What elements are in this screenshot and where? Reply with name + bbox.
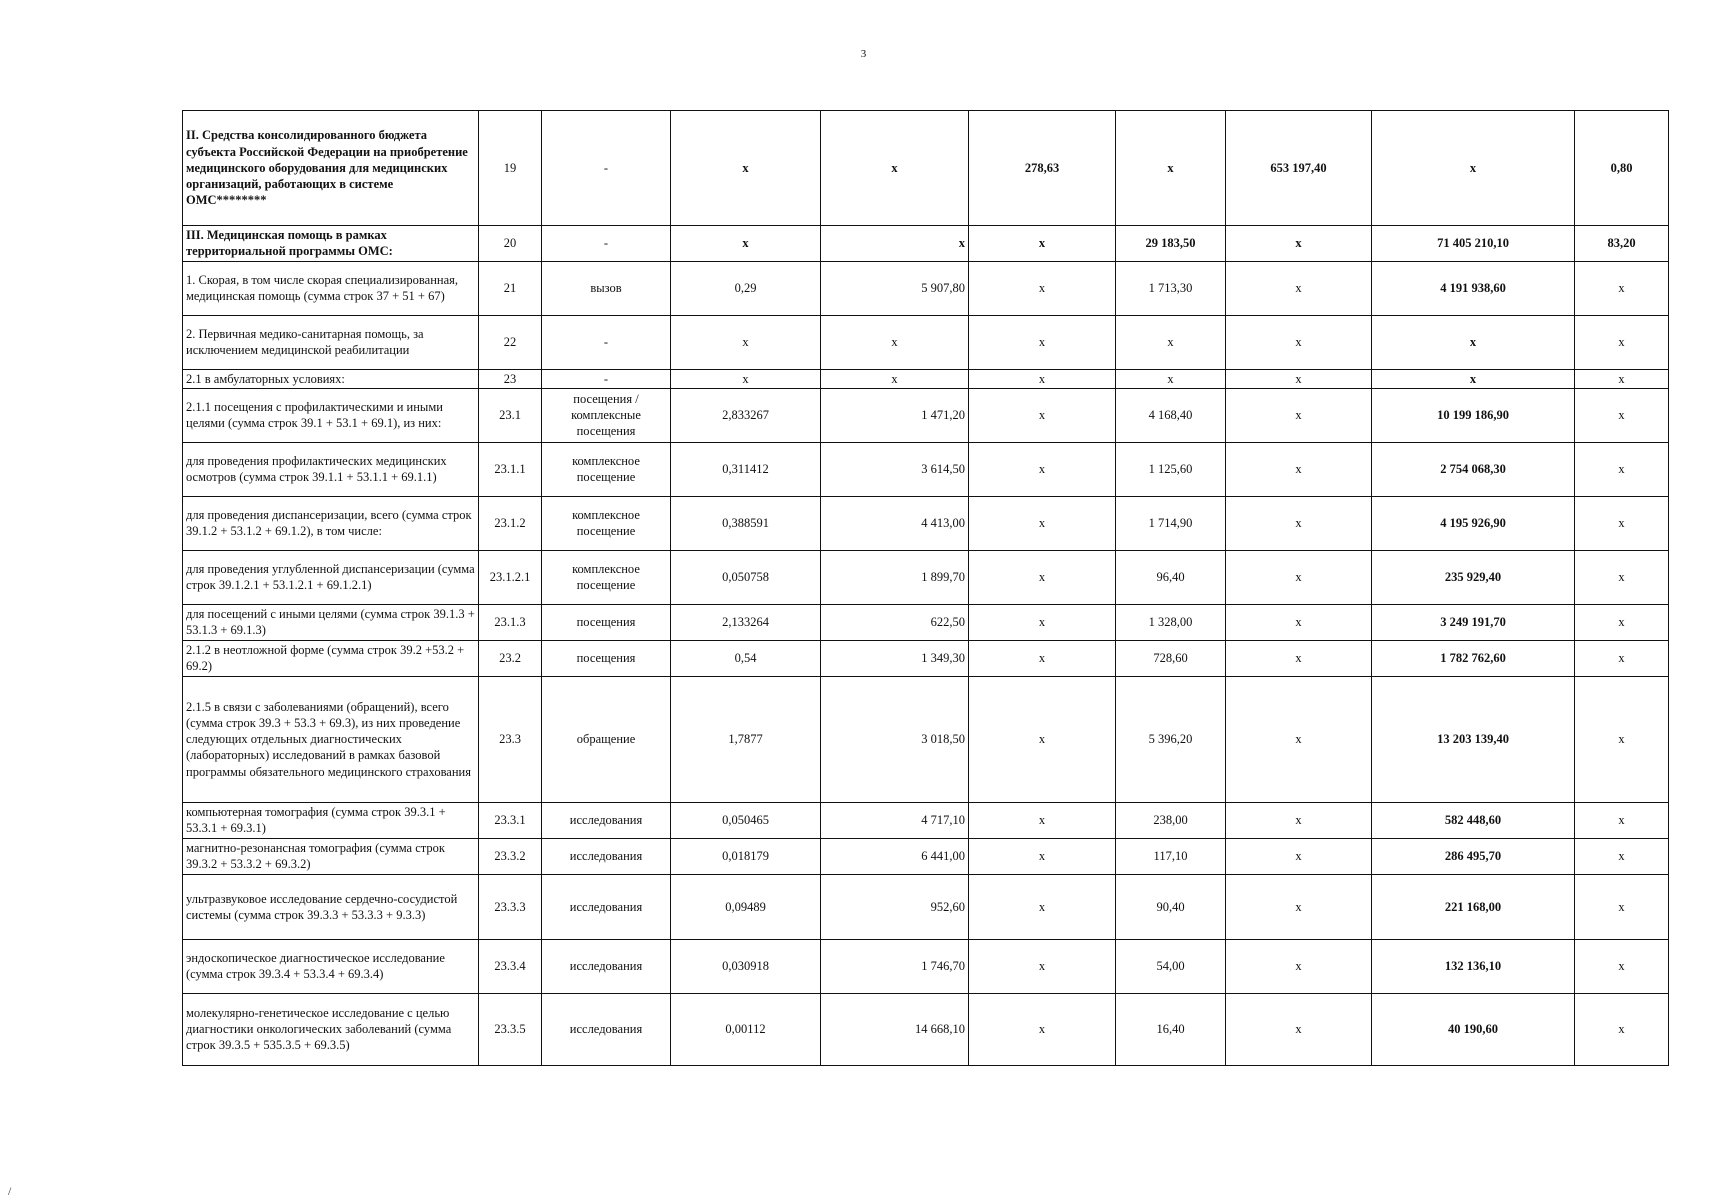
row-oms-per-capita: x	[1116, 369, 1226, 388]
row-volume: 0,030918	[671, 939, 821, 993]
row-line-number: 23.1.3	[479, 604, 542, 640]
row-volume: 0,311412	[671, 442, 821, 496]
row-subject-per-capita: x	[969, 388, 1116, 442]
row-subject-per-capita: x	[969, 676, 1116, 802]
row-unit: комплексное посещение	[542, 442, 671, 496]
table-row	[183, 993, 1669, 1065]
row-subject-total: x	[1226, 369, 1372, 388]
row-name: 2.1.2 в неотложной форме (сумма строк 39.2 +53.2 + 69.2)	[183, 640, 479, 676]
row-percent: x	[1575, 802, 1669, 838]
row-percent: 83,20	[1575, 226, 1669, 262]
row-name: для проведения углубленной диспансеризации (сумма строк 39.1.2.1 + 53.1.2.1 + 69.1.2.1)	[183, 550, 479, 604]
row-volume: 0,018179	[671, 838, 821, 874]
row-subject-total: x	[1226, 226, 1372, 262]
row-subject-total: x	[1226, 388, 1372, 442]
table-row	[183, 496, 1669, 550]
row-oms-per-capita: 1 328,00	[1116, 604, 1226, 640]
row-oms-total: 71 405 210,10	[1372, 226, 1575, 262]
row-volume: 0,29	[671, 261, 821, 315]
row-oms-per-capita: 117,10	[1116, 838, 1226, 874]
row-line-number: 23.2	[479, 640, 542, 676]
row-unit-cost: 3 018,50	[821, 676, 969, 802]
row-name: молекулярно-генетическое исследование с целью диагностики онкологических заболеваний (сумма строк 39.3.5 + 535.3.5 + 69.3.5)	[183, 993, 479, 1065]
row-subject-per-capita: x	[969, 939, 1116, 993]
table-row	[183, 676, 1669, 802]
row-subject-total: x	[1226, 874, 1372, 939]
row-line-number: 19	[479, 111, 542, 226]
table-row	[183, 442, 1669, 496]
row-unit: комплексное посещение	[542, 550, 671, 604]
row-oms-total: 10 199 186,90	[1372, 388, 1575, 442]
row-oms-total: x	[1372, 315, 1575, 369]
table-row	[183, 874, 1669, 939]
row-name: для посещений с иными целями (сумма строк 39.1.3 + 53.1.3 + 69.1.3)	[183, 604, 479, 640]
row-subject-per-capita: x	[969, 496, 1116, 550]
table-row	[183, 838, 1669, 874]
row-unit: посещения	[542, 604, 671, 640]
row-subject-total: x	[1226, 640, 1372, 676]
row-name: 2.1.5 в связи с заболеваниями (обращений), всего (сумма строк 39.3 + 53.3 + 69.3), из них проведение следующих отдельных диагностических (лабораторных) исследований в рамках базовой программы обязательного медицинского страхования	[183, 676, 479, 802]
row-unit: -	[542, 315, 671, 369]
row-oms-per-capita: 16,40	[1116, 993, 1226, 1065]
row-oms-total: 582 448,60	[1372, 802, 1575, 838]
row-name: II. Средства консолидированного бюджета субъекта Российской Федерации на приобретение медицинского оборудования для медицинских организаций, работающих в системе ОМС********	[183, 111, 479, 226]
row-oms-total: x	[1372, 369, 1575, 388]
table-row	[183, 369, 1669, 388]
row-subject-per-capita: x	[969, 442, 1116, 496]
row-unit: -	[542, 111, 671, 226]
row-subject-total: x	[1226, 261, 1372, 315]
row-percent: x	[1575, 838, 1669, 874]
row-oms-total: 286 495,70	[1372, 838, 1575, 874]
row-subject-total: x	[1226, 939, 1372, 993]
row-line-number: 23.1.1	[479, 442, 542, 496]
row-name: 2. Первичная медико-санитарная помощь, за исключением медицинской реабилитации	[183, 315, 479, 369]
row-volume: 2,833267	[671, 388, 821, 442]
row-percent: x	[1575, 388, 1669, 442]
row-line-number: 23.1	[479, 388, 542, 442]
row-line-number: 23.3.1	[479, 802, 542, 838]
row-unit: -	[542, 226, 671, 262]
row-oms-total: 3 249 191,70	[1372, 604, 1575, 640]
row-line-number: 23.3.4	[479, 939, 542, 993]
row-percent: x	[1575, 993, 1669, 1065]
row-unit-cost: 5 907,80	[821, 261, 969, 315]
row-subject-total: x	[1226, 993, 1372, 1065]
row-name: для проведения диспансеризации, всего (сумма строк 39.1.2 + 53.1.2 + 69.1.2), в том числе:	[183, 496, 479, 550]
row-subject-total: x	[1226, 315, 1372, 369]
row-oms-per-capita: 54,00	[1116, 939, 1226, 993]
row-percent: x	[1575, 550, 1669, 604]
row-oms-total: 4 195 926,90	[1372, 496, 1575, 550]
row-volume: x	[671, 111, 821, 226]
row-subject-total: x	[1226, 838, 1372, 874]
row-unit-cost: x	[821, 226, 969, 262]
row-subject-per-capita: x	[969, 226, 1116, 262]
row-unit: посещения	[542, 640, 671, 676]
row-name: ультразвуковое исследование сердечно-сосудистой системы (сумма строк 39.3.3 + 53.3.3 + 9.3.3)	[183, 874, 479, 939]
row-subject-per-capita: x	[969, 838, 1116, 874]
row-volume: 0,050465	[671, 802, 821, 838]
row-unit-cost: x	[821, 369, 969, 388]
row-subject-per-capita: x	[969, 550, 1116, 604]
table-row	[183, 388, 1669, 442]
row-volume: 0,09489	[671, 874, 821, 939]
row-line-number: 20	[479, 226, 542, 262]
row-oms-total: x	[1372, 111, 1575, 226]
row-line-number: 21	[479, 261, 542, 315]
row-unit-cost: 1 349,30	[821, 640, 969, 676]
row-unit: исследования	[542, 939, 671, 993]
row-volume: x	[671, 369, 821, 388]
row-name: компьютерная томография (сумма строк 39.3.1 + 53.3.1 + 69.3.1)	[183, 802, 479, 838]
row-percent: x	[1575, 939, 1669, 993]
row-unit: исследования	[542, 838, 671, 874]
row-line-number: 23.1.2.1	[479, 550, 542, 604]
page-number: 3	[860, 48, 867, 60]
row-oms-per-capita: 1 713,30	[1116, 261, 1226, 315]
row-name: магнитно-резонансная томография (сумма строк 39.3.2 + 53.3.2 + 69.3.2)	[183, 838, 479, 874]
row-oms-per-capita: 728,60	[1116, 640, 1226, 676]
row-percent: x	[1575, 640, 1669, 676]
row-volume: 0,00112	[671, 993, 821, 1065]
row-oms-total: 13 203 139,40	[1372, 676, 1575, 802]
row-volume: 2,133264	[671, 604, 821, 640]
row-oms-per-capita: 1 125,60	[1116, 442, 1226, 496]
table-row	[183, 939, 1669, 993]
row-oms-total: 132 136,10	[1372, 939, 1575, 993]
row-subject-total: x	[1226, 802, 1372, 838]
row-unit: вызов	[542, 261, 671, 315]
row-unit-cost: 1 899,70	[821, 550, 969, 604]
row-volume: 0,050758	[671, 550, 821, 604]
row-unit-cost: x	[821, 315, 969, 369]
row-oms-per-capita: 1 714,90	[1116, 496, 1226, 550]
row-oms-per-capita: 96,40	[1116, 550, 1226, 604]
row-oms-total: 40 190,60	[1372, 993, 1575, 1065]
row-subject-per-capita: x	[969, 369, 1116, 388]
row-subject-per-capita: x	[969, 315, 1116, 369]
row-subject-per-capita: x	[969, 640, 1116, 676]
row-line-number: 22	[479, 315, 542, 369]
row-unit: комплексное посещение	[542, 496, 671, 550]
row-unit-cost: 622,50	[821, 604, 969, 640]
row-oms-per-capita: x	[1116, 315, 1226, 369]
row-subject-total: x	[1226, 550, 1372, 604]
row-unit: исследования	[542, 993, 671, 1065]
row-unit: исследования	[542, 802, 671, 838]
row-subject-per-capita: x	[969, 604, 1116, 640]
row-name: 1. Скорая, в том числе скорая специализированная, медицинская помощь (сумма строк 37 + 51 + 67)	[183, 261, 479, 315]
row-subject-total: x	[1226, 604, 1372, 640]
row-line-number: 23.3.5	[479, 993, 542, 1065]
row-oms-per-capita: 5 396,20	[1116, 676, 1226, 802]
row-unit: исследования	[542, 874, 671, 939]
row-subject-total: x	[1226, 676, 1372, 802]
row-oms-per-capita: 4 168,40	[1116, 388, 1226, 442]
row-unit-cost: 952,60	[821, 874, 969, 939]
row-subject-total: x	[1226, 496, 1372, 550]
row-unit: обращение	[542, 676, 671, 802]
row-percent: x	[1575, 261, 1669, 315]
row-oms-per-capita: 90,40	[1116, 874, 1226, 939]
row-percent: x	[1575, 442, 1669, 496]
row-unit: -	[542, 369, 671, 388]
table-row	[183, 802, 1669, 838]
row-line-number: 23.3	[479, 676, 542, 802]
table-row	[183, 550, 1669, 604]
row-name: III. Медицинская помощь в рамках территориальной программы ОМС:	[183, 226, 479, 262]
row-line-number: 23.3.2	[479, 838, 542, 874]
row-unit-cost: 1 471,20	[821, 388, 969, 442]
row-unit-cost: x	[821, 111, 969, 226]
row-percent: x	[1575, 369, 1669, 388]
row-volume: 0,54	[671, 640, 821, 676]
row-oms-total: 1 782 762,60	[1372, 640, 1575, 676]
row-oms-per-capita: 238,00	[1116, 802, 1226, 838]
row-subject-per-capita: x	[969, 993, 1116, 1065]
row-oms-total: 235 929,40	[1372, 550, 1575, 604]
row-subject-per-capita: x	[969, 802, 1116, 838]
row-volume: x	[671, 315, 821, 369]
row-subject-total: x	[1226, 442, 1372, 496]
row-unit-cost: 3 614,50	[821, 442, 969, 496]
scan-mark: /	[8, 1184, 12, 1198]
row-oms-total: 221 168,00	[1372, 874, 1575, 939]
row-percent: x	[1575, 874, 1669, 939]
row-name: для проведения профилактических медицинских осмотров (сумма строк 39.1.1 + 53.1.1 + 69.1.1)	[183, 442, 479, 496]
row-name: эндоскопическое диагностическое исследование (сумма строк 39.3.4 + 53.3.4 + 69.3.4)	[183, 939, 479, 993]
table-row	[183, 261, 1669, 315]
row-unit-cost: 4 717,10	[821, 802, 969, 838]
row-unit-cost: 1 746,70	[821, 939, 969, 993]
table-row	[183, 604, 1669, 640]
row-subject-per-capita: x	[969, 261, 1116, 315]
row-name: 2.1 в амбулаторных условиях:	[183, 369, 479, 388]
row-percent: 0,80	[1575, 111, 1669, 226]
row-subject-total: 653 197,40	[1226, 111, 1372, 226]
row-percent: x	[1575, 676, 1669, 802]
row-subject-per-capita: x	[969, 874, 1116, 939]
row-unit-cost: 14 668,10	[821, 993, 969, 1065]
row-unit: посещения / комплексные посещения	[542, 388, 671, 442]
row-name: 2.1.1 посещения с профилактическими и иными целями (сумма строк 39.1 + 53.1 + 69.1), из них:	[183, 388, 479, 442]
row-oms-total: 4 191 938,60	[1372, 261, 1575, 315]
row-volume: x	[671, 226, 821, 262]
data-table	[182, 110, 1669, 1066]
row-line-number: 23.1.2	[479, 496, 542, 550]
row-unit-cost: 4 413,00	[821, 496, 969, 550]
row-volume: 1,7877	[671, 676, 821, 802]
row-line-number: 23	[479, 369, 542, 388]
row-oms-per-capita: x	[1116, 111, 1226, 226]
table-row	[183, 226, 1669, 262]
table-row	[183, 111, 1669, 226]
row-oms-per-capita: 29 183,50	[1116, 226, 1226, 262]
row-percent: x	[1575, 315, 1669, 369]
row-unit-cost: 6 441,00	[821, 838, 969, 874]
row-oms-total: 2 754 068,30	[1372, 442, 1575, 496]
row-percent: x	[1575, 496, 1669, 550]
row-volume: 0,388591	[671, 496, 821, 550]
table-row	[183, 640, 1669, 676]
row-percent: x	[1575, 604, 1669, 640]
table-row	[183, 315, 1669, 369]
row-line-number: 23.3.3	[479, 874, 542, 939]
row-subject-per-capita: 278,63	[969, 111, 1116, 226]
